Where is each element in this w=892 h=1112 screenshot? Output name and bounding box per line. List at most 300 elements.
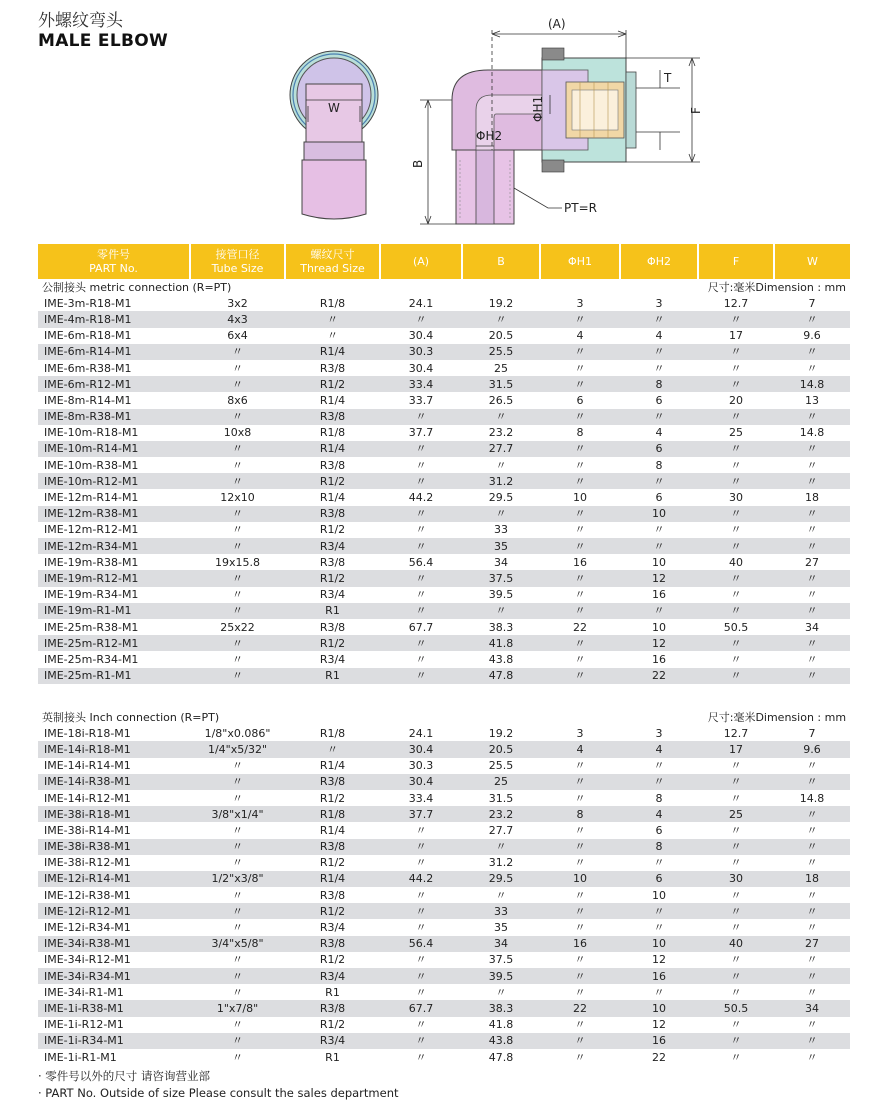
table-cell: 〃 — [190, 570, 285, 586]
table-cell: 〃 — [380, 668, 462, 684]
part-number-cell: IME-25m-R1-M1 — [38, 668, 190, 684]
table-cell: 6 — [655, 491, 663, 505]
table-cell: 〃 — [415, 652, 427, 666]
table-cell: 27.7 — [488, 823, 514, 837]
table-cell: 8 — [540, 806, 620, 822]
table-cell: 〃 — [415, 985, 427, 999]
table-cell: 〃 — [380, 441, 462, 457]
table-row — [38, 587, 850, 603]
table-cell: 3 — [576, 726, 584, 740]
col-header-f: F — [698, 244, 774, 279]
col-header-h2: ΦH2 — [620, 244, 698, 279]
front-view — [290, 51, 378, 219]
table-row — [38, 822, 850, 838]
table-cell: 〃 — [653, 361, 665, 375]
table-cell: 〃 — [730, 823, 742, 837]
table-cell: R1/4 — [319, 823, 346, 837]
table-cell: 〃 — [574, 652, 586, 666]
table-cell: 30.4 — [380, 741, 462, 757]
table-cell: 〃 — [774, 311, 850, 327]
table-cell: 〃 — [232, 1018, 243, 1032]
part-number-cell: IME-12m-R34-M1 — [38, 538, 190, 554]
part-number-cell: IME-34i-R12-M1 — [44, 953, 131, 967]
table-cell: 22 — [540, 1000, 620, 1016]
table-row — [38, 489, 850, 505]
table-cell: 33 — [494, 523, 508, 537]
page-title-en: MALE ELBOW — [38, 31, 169, 51]
table-cell: 30.3 — [380, 344, 462, 360]
table-cell: 27 — [774, 936, 850, 952]
table-cell: 〃 — [415, 588, 427, 602]
table-row — [38, 936, 850, 952]
table-cell: 〃 — [462, 506, 540, 522]
table-row — [38, 984, 850, 1000]
table-cell: 〃 — [380, 570, 462, 586]
table-cell: R3/8 — [319, 458, 346, 472]
table-cell: R1/4 — [285, 344, 380, 360]
table-cell: 〃 — [730, 458, 742, 472]
table-cell: 〃 — [774, 635, 850, 651]
table-cell: 〃 — [232, 523, 243, 537]
table-cell: 22 — [620, 668, 698, 684]
table-cell: 38.3 — [462, 1000, 540, 1016]
table-row — [38, 506, 850, 522]
table-cell: 30.4 — [380, 774, 462, 790]
table-cell: 〃 — [415, 523, 427, 537]
table-cell: 〃 — [232, 921, 243, 935]
table-cell: 〃 — [653, 985, 665, 999]
table-row — [38, 790, 850, 806]
part-number-cell: IME-12i-R12-M1 — [38, 903, 190, 919]
table-cell: 〃 — [540, 311, 620, 327]
table-cell: 〃 — [380, 603, 462, 619]
table-cell: 30.3 — [408, 759, 434, 773]
table-cell: 〃 — [232, 985, 243, 999]
table-cell: R3/4 — [319, 921, 346, 935]
part-number-cell: IME-19m-R1-M1 — [38, 603, 190, 619]
table-cell: 29.5 — [462, 871, 540, 887]
table-cell: 56.4 — [408, 555, 434, 569]
table-cell: 24.1 — [408, 726, 434, 740]
col-header-h1: ΦH1 — [540, 244, 620, 279]
table-row — [38, 871, 850, 887]
table-cell: 25x22 — [220, 620, 255, 634]
table-cell: R3/8 — [319, 361, 346, 375]
table-row — [38, 1049, 850, 1065]
part-number-cell: IME-34i-R38-M1 — [38, 936, 190, 952]
part-number-cell: IME-12i-R38-M1 — [44, 888, 131, 902]
table-cell: 〃 — [620, 311, 698, 327]
table-cell: 6 — [620, 871, 698, 887]
table-cell: 10 — [573, 491, 587, 505]
table-row — [38, 554, 850, 570]
table-cell: 44.2 — [408, 491, 434, 505]
part-number-cell: IME-6m-R14-M1 — [38, 344, 190, 360]
table-row — [38, 919, 850, 935]
table-cell: 〃 — [698, 839, 774, 855]
table-cell: 〃 — [698, 1033, 774, 1049]
table-cell: 〃 — [698, 441, 774, 457]
table-cell: 〃 — [806, 888, 818, 902]
table-cell: 8 — [620, 376, 698, 392]
table-cell: 〃 — [620, 538, 698, 554]
table-cell: 40 — [698, 936, 774, 952]
table-cell: 25.5 — [462, 344, 540, 360]
table-row — [38, 360, 850, 376]
table-cell: 10 — [652, 888, 667, 902]
part-number-cell: IME-19m-R34-M1 — [44, 588, 139, 602]
table-cell: 〃 — [380, 311, 462, 327]
table-cell: 〃 — [574, 791, 586, 805]
table-cell: 〃 — [806, 458, 818, 472]
table-row — [38, 538, 850, 554]
part-number-cell: IME-1i-R1-M1 — [44, 1050, 117, 1064]
part-number-cell: IME-4m-R18-M1 — [38, 311, 190, 327]
table-cell: 1/8"x0.086" — [204, 726, 271, 740]
part-number-cell: IME-38i-R12-M1 — [44, 856, 131, 870]
table-cell: 35 — [462, 538, 540, 554]
table-cell: 〃 — [415, 1018, 427, 1032]
table-cell: 〃 — [540, 473, 620, 489]
table-cell: R3/8 — [319, 620, 346, 634]
part-number-cell: IME-10m-R18-M1 — [44, 426, 139, 440]
table-cell: 6 — [655, 823, 663, 837]
table-row — [38, 311, 850, 327]
table-row — [38, 725, 850, 741]
table-row — [38, 603, 850, 619]
table-cell: 〃 — [574, 888, 586, 902]
table-cell: 〃 — [730, 1050, 742, 1064]
table-cell: 47.8 — [488, 1050, 514, 1064]
table-cell: 〃 — [540, 570, 620, 586]
table-cell: 12 — [620, 635, 698, 651]
table-cell: 16 — [652, 588, 666, 602]
table-cell: 10 — [620, 1000, 698, 1016]
table-cell: 25 — [494, 361, 508, 375]
table-cell: 13 — [805, 393, 819, 407]
table-cell: 〃 — [806, 856, 818, 870]
table-cell: 〃 — [232, 953, 243, 967]
table-cell: 34 — [462, 936, 540, 952]
table-cell: 〃 — [806, 921, 818, 935]
table-cell: 1/4"x5/32" — [190, 741, 285, 757]
part-number-cell: IME-12m-R14-M1 — [44, 491, 139, 505]
table-cell: 12 — [652, 1018, 667, 1032]
table-cell: 〃 — [730, 759, 742, 773]
table-cell: 〃 — [698, 473, 774, 489]
section-row-inch — [38, 709, 850, 725]
dim-label-h2: ΦH2 — [476, 129, 503, 143]
part-number-cell: IME-14i-R18-M1 — [38, 741, 190, 757]
table-cell: R3/8 — [285, 1000, 380, 1016]
table-cell: 〃 — [774, 668, 850, 684]
table-cell: 3 — [655, 296, 663, 310]
table-cell: 〃 — [620, 603, 698, 619]
table-cell: R1/2 — [285, 473, 380, 489]
table-cell: 〃 — [540, 968, 620, 984]
table-cell: R1 — [325, 1050, 340, 1064]
table-cell: 〃 — [806, 1050, 818, 1064]
table-cell: R1/8 — [319, 726, 346, 740]
table-row — [38, 668, 850, 684]
table-cell: 〃 — [540, 344, 620, 360]
table-cell: 〃 — [806, 361, 818, 375]
col-header-b: B — [462, 244, 540, 279]
table-cell: R3/8 — [285, 936, 380, 952]
table-cell: 22 — [573, 620, 587, 634]
table-cell: 〃 — [380, 409, 462, 425]
table-cell: 〃 — [380, 506, 462, 522]
table-cell: 〃 — [730, 985, 742, 999]
table-cell: 〃 — [698, 570, 774, 586]
table-cell: R3/4 — [285, 538, 380, 554]
table-cell: 〃 — [540, 774, 620, 790]
table-cell: 34 — [494, 555, 508, 569]
table-cell: R1/4 — [319, 491, 346, 505]
table-cell: R1/2 — [319, 953, 346, 967]
table-cell: 10 — [540, 871, 620, 887]
table-cell: R3/8 — [285, 409, 380, 425]
table-cell: 16 — [540, 936, 620, 952]
table-cell: 〃 — [327, 329, 338, 343]
table-cell: 4x3 — [190, 311, 285, 327]
table-cell: R1/8 — [285, 806, 380, 822]
table-cell: 〃 — [415, 823, 427, 837]
table-cell: 〃 — [774, 806, 850, 822]
table-cell: 〃 — [540, 506, 620, 522]
table-cell: 〃 — [232, 588, 243, 602]
table-cell: 〃 — [574, 953, 586, 967]
part-number-cell: IME-10m-R38-M1 — [44, 458, 139, 472]
table-cell: 41.8 — [488, 1018, 514, 1032]
table-cell: 〃 — [232, 458, 243, 472]
table-cell: 10 — [620, 506, 698, 522]
table-row — [38, 806, 850, 822]
table-cell: 43.8 — [488, 652, 514, 666]
table-cell: 8 — [655, 458, 663, 472]
table-cell: 〃 — [540, 538, 620, 554]
table-cell: 〃 — [774, 839, 850, 855]
table-cell: 29.5 — [488, 491, 514, 505]
table-cell: 〃 — [190, 409, 285, 425]
table-cell: 〃 — [730, 1018, 742, 1032]
table-cell: 〃 — [190, 635, 285, 651]
table-cell: 7 — [808, 726, 816, 740]
table-cell: 〃 — [653, 523, 665, 537]
table-cell: 〃 — [620, 903, 698, 919]
table-cell: 26.5 — [488, 393, 514, 407]
table-cell: 〃 — [540, 668, 620, 684]
table-cell: 〃 — [232, 1050, 243, 1064]
table-cell: 33 — [462, 903, 540, 919]
table-row — [38, 774, 850, 790]
table-cell: 25.5 — [488, 759, 514, 773]
table-cell: 16 — [620, 1033, 698, 1049]
table-cell: 67.7 — [408, 620, 434, 634]
table-row — [38, 376, 850, 392]
table-cell: 〃 — [380, 538, 462, 554]
table-cell: 40 — [729, 555, 743, 569]
table-cell: 〃 — [540, 603, 620, 619]
inch-spec-table — [38, 709, 850, 1065]
table-cell: 〃 — [774, 903, 850, 919]
table-cell: 34 — [774, 1000, 850, 1016]
table-row — [38, 1033, 850, 1049]
part-number-cell: IME-12m-R38-M1 — [38, 506, 190, 522]
table-cell: 〃 — [806, 759, 818, 773]
table-cell: 4 — [655, 329, 663, 343]
section-title: 英制接头 Inch connection (R=PT) — [42, 710, 220, 724]
table-cell: 67.7 — [380, 1000, 462, 1016]
table-row — [38, 570, 850, 586]
table-cell: 30 — [729, 491, 743, 505]
table-cell: 〃 — [806, 588, 818, 602]
table-cell: 34 — [805, 620, 819, 634]
table-cell: 〃 — [574, 588, 586, 602]
table-cell: 〃 — [806, 985, 818, 999]
table-cell: 〃 — [574, 823, 586, 837]
table-cell: 〃 — [232, 361, 243, 375]
table-cell: R3/8 — [319, 888, 346, 902]
table-row — [38, 457, 850, 473]
table-cell: 〃 — [574, 523, 586, 537]
table-cell: 14.8 — [799, 426, 825, 440]
table-cell: 37.7 — [408, 426, 434, 440]
table-cell: 25 — [462, 774, 540, 790]
table-cell: 〃 — [190, 668, 285, 684]
table-cell: 〃 — [232, 759, 243, 773]
table-cell: 〃 — [415, 953, 427, 967]
part-number-cell: IME-25m-R12-M1 — [38, 635, 190, 651]
table-cell: 〃 — [774, 1033, 850, 1049]
table-cell: 17 — [729, 329, 743, 343]
table-cell: 16 — [620, 968, 698, 984]
metric-spec-table — [38, 244, 850, 684]
table-cell: 〃 — [653, 856, 665, 870]
footnote-cn: · 零件号以外的尺寸 请咨询营业部 — [38, 1069, 210, 1083]
table-cell: 〃 — [574, 856, 586, 870]
table-cell: 〃 — [190, 774, 285, 790]
table-cell: R1/4 — [285, 871, 380, 887]
table-cell: 10x8 — [223, 426, 252, 440]
table-cell: R1/4 — [319, 759, 346, 773]
table-cell: 〃 — [574, 921, 586, 935]
table-cell: 〃 — [190, 344, 285, 360]
col-header-tube: 接管口径 Tube Size — [190, 244, 285, 279]
table-row — [38, 1017, 850, 1033]
part-number-cell: IME-6m-R18-M1 — [44, 329, 132, 343]
table-cell: 〃 — [540, 376, 620, 392]
table-cell: 9.6 — [803, 329, 821, 343]
table-cell: 〃 — [730, 888, 742, 902]
table-cell: 〃 — [574, 1050, 586, 1064]
table-cell: R1/2 — [319, 791, 346, 805]
table-cell: 〃 — [462, 409, 540, 425]
table-header-row — [38, 244, 850, 279]
table-row — [38, 952, 850, 968]
table-cell: 〃 — [190, 473, 285, 489]
table-cell: 〃 — [574, 458, 586, 472]
table-cell: R1/2 — [285, 570, 380, 586]
table-cell: 〃 — [774, 409, 850, 425]
table-cell: 9.6 — [774, 741, 850, 757]
table-cell: 〃 — [462, 839, 540, 855]
part-number-cell: IME-25m-R38-M1 — [44, 620, 139, 634]
page-title-cn: 外螺纹弯头 — [38, 11, 123, 31]
table-row — [38, 741, 850, 757]
table-row — [38, 1000, 850, 1016]
table-cell: 47.8 — [462, 668, 540, 684]
table-cell: 〃 — [774, 774, 850, 790]
table-cell: 33.4 — [380, 376, 462, 392]
part-number-cell: IME-34i-R1-M1 — [44, 985, 124, 999]
table-cell: 4 — [655, 426, 663, 440]
table-cell: 〃 — [190, 376, 285, 392]
table-row — [38, 651, 850, 667]
table-cell: 〃 — [698, 506, 774, 522]
table-cell: 37.5 — [462, 570, 540, 586]
part-number-cell: IME-10m-R12-M1 — [38, 473, 190, 489]
part-number-cell: IME-12m-R12-M1 — [44, 523, 139, 537]
table-cell: 56.4 — [380, 936, 462, 952]
table-cell: 44.2 — [380, 871, 462, 887]
table-cell: 〃 — [415, 458, 427, 472]
table-cell: 〃 — [774, 441, 850, 457]
table-cell: 8x6 — [227, 393, 248, 407]
table-row — [38, 344, 850, 360]
table-cell: R3/8 — [285, 506, 380, 522]
table-cell: 12x10 — [220, 491, 255, 505]
table-cell: 〃 — [190, 839, 285, 855]
table-cell: 〃 — [540, 839, 620, 855]
table-cell: 〃 — [415, 856, 427, 870]
table-cell: 8 — [655, 791, 663, 805]
table-cell: 〃 — [415, 1050, 427, 1064]
table-cell: 24.1 — [408, 296, 434, 310]
table-cell: 〃 — [730, 523, 742, 537]
table-cell: 〃 — [730, 361, 742, 375]
table-cell: 12.7 — [723, 296, 749, 310]
table-cell: 〃 — [698, 538, 774, 554]
part-number-cell: IME-19m-R12-M1 — [38, 570, 190, 586]
table-cell: 〃 — [574, 759, 586, 773]
table-cell: 〃 — [774, 968, 850, 984]
table-cell: 16 — [652, 652, 666, 666]
table-row — [38, 328, 850, 344]
table-cell: 12.7 — [723, 726, 749, 740]
table-cell: 〃 — [190, 538, 285, 554]
dim-label-a: (A) — [548, 17, 566, 31]
table-row — [38, 619, 850, 635]
table-row — [38, 441, 850, 457]
table-cell: 50.5 — [723, 620, 749, 634]
dim-label-h1: ΦH1 — [531, 95, 545, 122]
table-cell: 25 — [698, 806, 774, 822]
part-number-cell: IME-12i-R34-M1 — [44, 921, 131, 935]
table-cell: 1"x7/8" — [190, 1000, 285, 1016]
table-cell: 18 — [805, 491, 819, 505]
table-cell: 〃 — [285, 741, 380, 757]
table-cell: 20.5 — [462, 741, 540, 757]
table-cell: 〃 — [232, 652, 243, 666]
table-cell: 17 — [698, 741, 774, 757]
table-cell: 〃 — [730, 791, 742, 805]
table-cell: 19.2 — [488, 296, 514, 310]
table-cell: 3/4"x5/8" — [190, 936, 285, 952]
table-cell: 〃 — [806, 523, 818, 537]
table-cell: 43.8 — [462, 1033, 540, 1049]
table-cell: 〃 — [620, 473, 698, 489]
